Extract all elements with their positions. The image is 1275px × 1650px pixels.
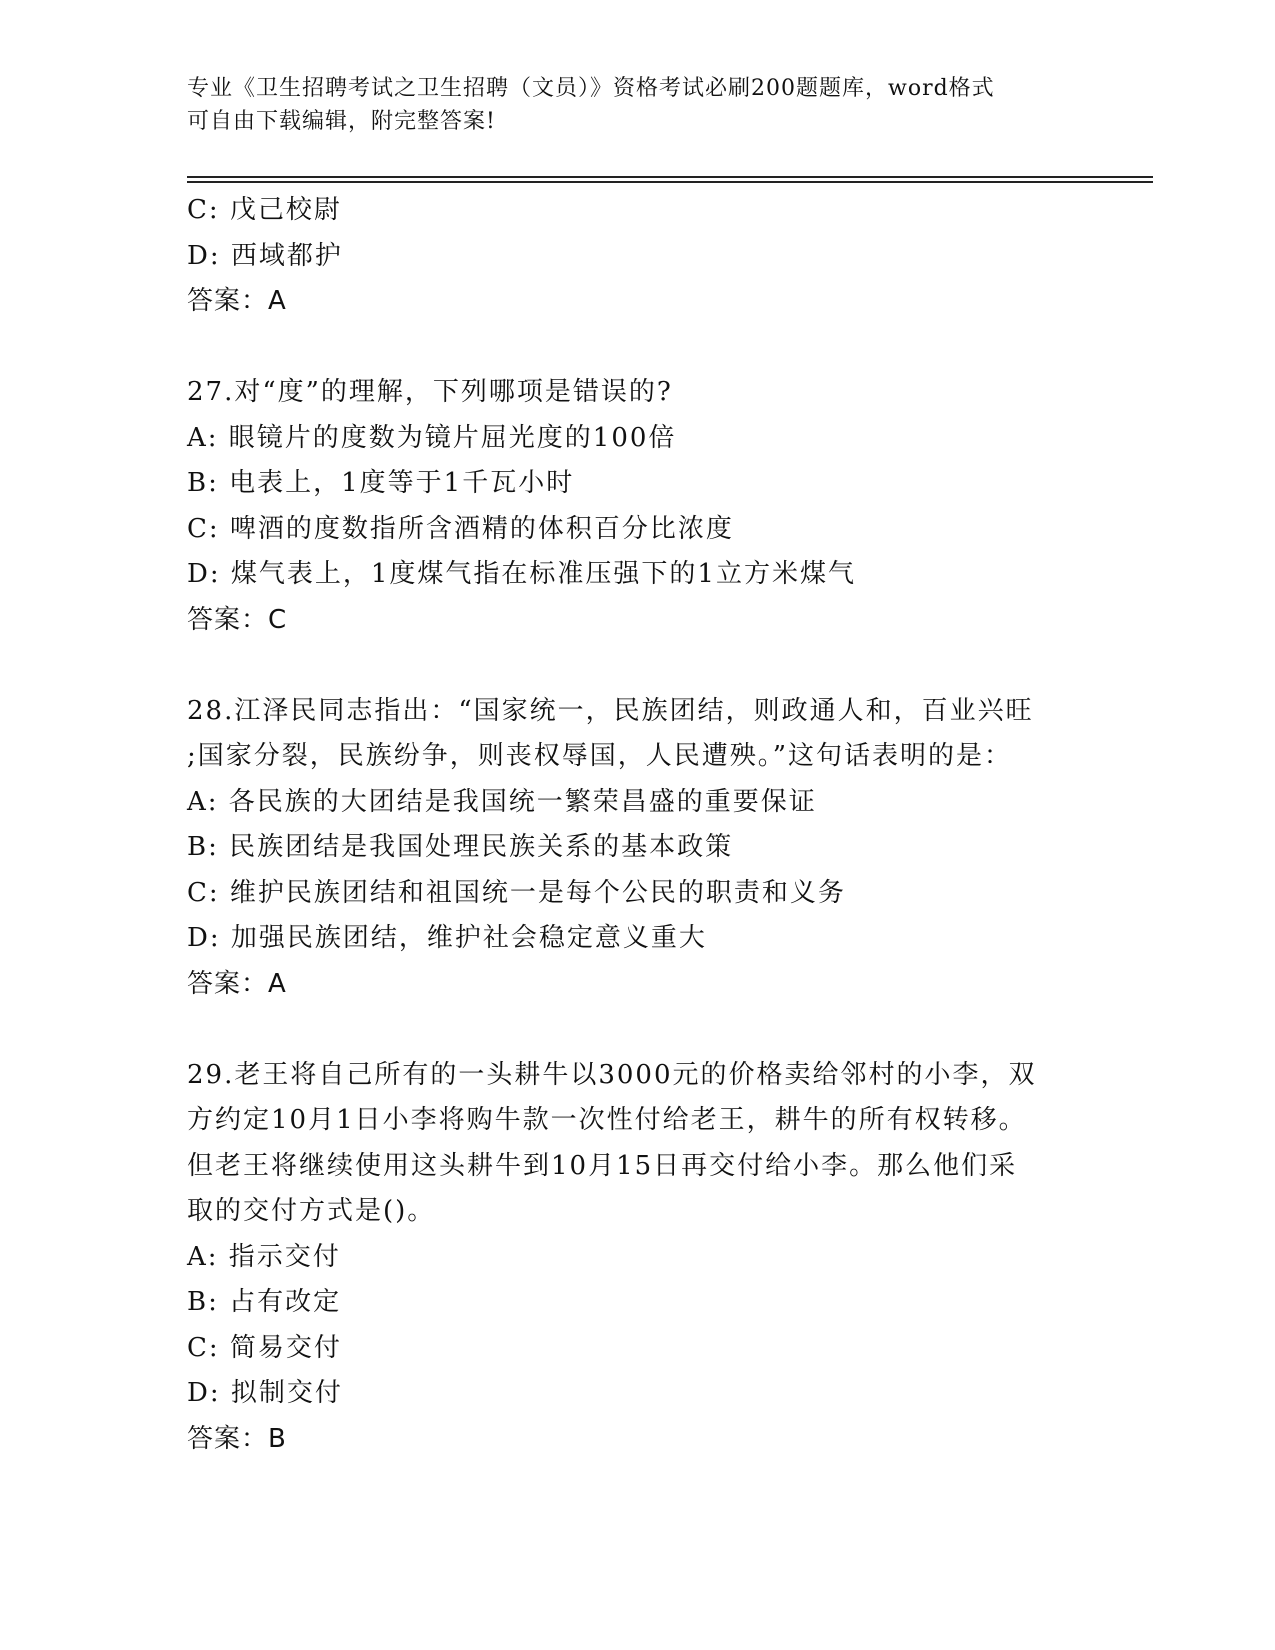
option-c: C: 啤酒的度数指所含酒精的体积百分比浓度 [187, 513, 734, 544]
answer-line: 答案：A [187, 968, 287, 999]
option-d: D: 加强民族团结，维护社会稳定意义重大 [187, 923, 707, 953]
option-a: A: 指示交付 [187, 1241, 341, 1272]
question-28 [187, 689, 1087, 1008]
header-rule-top [187, 176, 1153, 178]
document-header [187, 72, 1087, 138]
option-c: C: 简易交付 [187, 1332, 342, 1363]
option-a: A: 眼镜片的度数为镜片屈光度的100倍 [187, 422, 677, 453]
answer-line: 答案：C [187, 604, 288, 635]
question-stem: 29.老王将自己所有的一头耕牛以3000元的价格卖给邻村的小李，双 方约定10月1日小李将购牛款一次性付给老王，耕牛的所有权转移。 但老王将继续使用这头耕牛到10月15日再交付给小李。那么他们采 取的交付方式是()。 [187, 1059, 1037, 1226]
question-content [187, 188, 1087, 1462]
question-29 [187, 1053, 1087, 1463]
option-c: C: 维护民族团结和祖国统一是每个公民的职责和义务 [187, 877, 846, 908]
header-line-2: 可自由下载编辑，附完整答案! [187, 109, 496, 134]
question-stem: 27.对“度”的理解，下列哪项是错误的? [187, 377, 673, 407]
header-line-1: 专业《卫生招聘考试之卫生招聘（文员）》资格考试必刷200题题库，word格式 [187, 76, 995, 101]
option-b: B: 电表上，1度等于1千瓦小时 [187, 468, 575, 498]
question-stem: 28.江泽民同志指出：“国家统一，民族团结，则政通人和，百业兴旺 ;国家分裂，民族纷争，则丧权辱国，人民遭殃。”这句话表明的是： [187, 695, 1034, 771]
option-b: B: 占有改定 [187, 1287, 342, 1317]
option-d: D: 拟制交付 [187, 1378, 343, 1408]
answer-line: 答案：A [187, 286, 287, 316]
partial-question [187, 188, 1087, 325]
option-b: B: 民族团结是我国处理民族关系的基本政策 [187, 832, 734, 862]
header-rule-bottom [187, 181, 1153, 183]
answer-line: 答案：B [187, 1423, 287, 1454]
question-27 [187, 370, 1087, 643]
option-a: A: 各民族的大团结是我国统一繁荣昌盛的重要保证 [187, 786, 817, 817]
option-d: D: 煤气表上，1度煤气指在标准压强下的1立方米煤气 [187, 559, 856, 589]
option-d: D: 西域都护 [187, 240, 343, 271]
option-c: C: 戊己校尉 [187, 195, 342, 225]
